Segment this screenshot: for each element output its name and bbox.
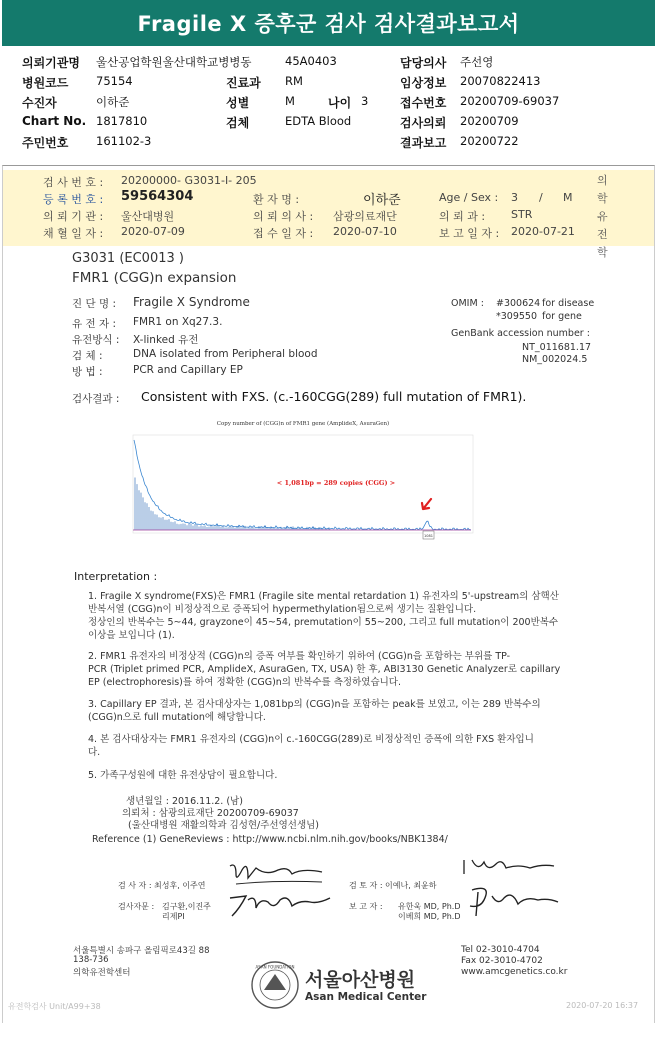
report-label: 보 고 일 자 : [439,227,500,240]
result-label: 검사결과 : [72,393,120,405]
label-chart-no: Chart No. [22,114,87,128]
advisor-names-2: 리제PI [162,912,185,921]
diag-label: 진 단 명 : [72,298,116,310]
specimen-label: 검 체 : [72,350,103,362]
vertical-char: 의 [597,174,608,187]
interpretation-line: 3. Capillary EP 결과, 본 검사대상자는 1,081bp의 (CGG)n을 포함하는 peak를 보였고, 이는 289 반복수의 [88,699,541,710]
seal-text: ASAN FOUNDATION [255,964,295,970]
label-sex: 성별 [226,96,250,110]
label-report-date: 결과보고 [400,136,447,150]
reporter-1: 유한욱 MD, Ph.D [398,902,461,911]
inst-value: 울산대병원 [121,210,175,223]
test-code: G3031 [72,251,116,266]
vertical-char: 학 [597,246,608,259]
address-line-2: 138-736 [73,955,109,965]
advisor-names: 김구환,이진주 [162,902,211,911]
value-institution: 울산공업학원울산대학교병병동 [96,55,252,69]
value-doctor: 주선영 [460,55,494,69]
reporter-label: 보 고 자 : [349,902,383,911]
agesex-label: Age / Sex : [439,191,499,204]
requester-info: 의뢰처 : 삼광의료재단 20200709-69037 [122,808,299,819]
value-chart-no: 1817810 [96,114,148,128]
label-hospital-code: 병원코드 [22,76,69,90]
value-patient: 이하준 [96,95,130,109]
label-patient: 수진자 [22,96,57,110]
electropherogram-chart [131,413,476,542]
mode-value: X-linked 유전 [133,334,199,346]
interpretation-line: 이상을 보입니다 (1). [88,630,175,641]
footer-timestamp: 2020-07-20 16:37 [566,1001,639,1010]
interpretation-line: PCR (Triplet primed PCR, AmplideX, AsuraGen, TX, USA) 한 후, ABI3130 Genetic Analyzer로 capillary [88,664,561,675]
reporter-2: 이베희 MD, Ph.D [398,912,461,921]
inst-label: 의 뢰 기 관 : [43,210,104,223]
value-sex: M [285,94,295,108]
result-value: Consistent with FXS. (c.-160CGG(289) full mutation of FMR1). [141,389,527,404]
genbank-nm: NM_002024.5 [522,354,588,365]
method-value: PCR and Capillary EP [133,364,243,376]
electropherogram-svg [131,413,476,542]
interpretation-line: 1. Fragile X syndrome(FXS)은 FMR1 (Fragile site mental retardation 1) 유전자의 5'-upstream의 삼핵산 [88,591,559,602]
label-receipt-no: 접수번호 [400,96,447,110]
test-code-line [72,251,184,266]
advisor-signature [226,890,336,920]
label-age: 나이 [328,96,352,110]
sex-value: M [563,191,573,204]
collect-date: 2020-07-09 [121,225,185,238]
peak-annotation: < 1,081bp = 289 copies (CGG) > [276,479,396,487]
examiner-signature [226,860,326,888]
req-doc-value: 삼광의료재단 [333,210,397,223]
genbank-label: GenBank accession number : [451,328,590,339]
value-age: 3 [361,94,369,108]
interpretation-line: 4. 본 검사대상자는 FMR1 유전자의 (CGG)n이 c.-160CGG(289)로 비정상적인 증폭에 의한 FXS 환자입니 [88,734,534,745]
genbank-nt: NT_011681.17 [522,342,592,353]
address-line-3: 의학유전학센터 [73,968,131,978]
department-vertical-label [597,172,611,262]
patient-name: 이하준 [363,193,401,208]
value-institution-code: 45A0403 [285,54,337,68]
peak-arrow [422,499,431,509]
patient-info-band [3,170,654,246]
label-resident-no: 주민번호 [22,136,69,150]
hospital-name-en: Asan Medical Center [305,991,427,1003]
report-header [22,52,652,162]
interpretation-line: EP (electrophoresis)를 하여 정확한 (CGG)n의 반복수를 측정하였습니다. [88,677,401,688]
footer-tel: Tel 02-3010-4704 [461,945,540,955]
reporter-signature [462,886,562,920]
vertical-char: 유 [597,210,608,223]
vertical-char: 전 [597,228,608,241]
report-date: 2020-07-21 [511,225,575,238]
omim-disease: #300624 [496,298,541,309]
value-hospital-code: 75154 [96,74,133,88]
agesex-slash: / [539,191,543,204]
reg-no: 59564304 [121,189,194,204]
label-clinical-info: 임상정보 [400,76,447,90]
interpretation-line: 2. FMR1 유전자의 비정상적 (CGG)n의 증폭 여부를 확인하기 위하여 (CGG)n을 포함하는 부위를 TP- [88,651,511,662]
footer-unit: 유전학검사 Unit/A99+38 [8,1002,101,1011]
vertical-char: 학 [597,192,608,205]
age-value: 3 [511,191,518,204]
requester-detail: (울산대병원 재활의학과 김성현/주선영선생님) [128,820,320,831]
value-department: RM [285,74,303,88]
peak-size-label: 1081 [424,534,433,538]
label-doctor: 담당의사 [400,56,447,70]
ward-label: 의 뢰 과 : [439,210,486,223]
mode-label: 유전방식 : [72,334,120,346]
test-ec: (EC0013 ) [119,251,184,266]
omim-gene-note: for gene [542,311,582,322]
test-name: FMR1 (CGG)n expansion [72,270,237,286]
omim-label: OMIM : [451,298,484,309]
interpretation-line: 정상인의 반복수는 5~44, grayzone이 45~54, premutation이 55~200, 그리고 full mutation이 200반복수 [88,617,559,628]
value-clinical-info: 20070822413 [460,74,541,88]
omim-disease-note: for disease [542,298,595,309]
omim-gene: *309550 [496,311,538,322]
gene-label: 유 전 자 : [72,318,116,330]
method-label: 방 법 : [72,366,103,378]
exam-no: 20200000- G3031-I- 205 [121,174,257,187]
req-doc-label: 의 뢰 의 사 : [253,210,314,223]
examiner: 검 사 자 : 최성후, 이주연 [118,881,206,890]
address-line-1: 서울특별시 송파구 올림픽로43길 88 [73,946,210,956]
diag-value: Fragile X Syndrome [133,295,250,309]
interpretation-heading: Interpretation : [74,570,158,583]
reference: Reference (1) GeneReviews : http://www.ncbi.nlm.nih.gov/books/NBK1384/ [92,834,448,845]
exam-no-label: 검 사 번 호 : [43,176,104,189]
collect-label: 채 혈 일 자 : [43,227,104,240]
receipt-date: 2020-07-10 [333,225,397,238]
hospital-name-ko: 서울아산병원 [305,969,416,991]
value-report-date: 20200722 [460,134,519,148]
reviewer-signature [458,854,558,880]
reviewer: 검 토 자 : 이예나, 최윤하 [349,881,437,890]
advisor-label: 검사자문 : [118,902,155,911]
chart-title: Copy number of (CGG)n of FMR1 gene (AmplideX, AsuraGen) [216,421,390,427]
value-resident-no: 161102-3 [96,134,152,148]
interpretation-line: 5. 가족구성원에 대한 유전상담이 필요합니다. [88,770,278,781]
interpretation-line: (CGG)n으로 full mutation에 해당합니다. [88,712,266,723]
value-request-date: 20200709 [460,114,519,128]
interpretation-line: 다. [88,747,101,758]
ward-value: STR [511,208,533,221]
asan-foundation-seal [250,960,300,1010]
birth-info: 생년월일 : 2016.11.2. (남) [126,796,243,807]
label-request-date: 검사의뢰 [400,116,447,130]
report-title: Fragile X 증후군 검사 검사결과보고서 [2,0,655,46]
footer-web: www.amcgenetics.co.kr [461,967,568,977]
receipt-label: 접 수 일 자 : [253,227,314,240]
specimen-value: DNA isolated from Peripheral blood [133,348,318,360]
footer-fax: Fax 02-3010-4702 [461,956,543,966]
label-institution: 의뢰기관명 [22,56,80,70]
reg-no-label: 등 록 번 호 : [43,193,104,206]
label-specimen: 검체 [226,116,250,130]
label-department: 진료과 [226,76,261,90]
gene-value: FMR1 on Xq27.3. [133,316,223,328]
value-receipt-no: 20200709-69037 [460,94,560,108]
value-specimen: EDTA Blood [285,114,352,128]
patient-name-label: 환 자 명 : [253,193,300,206]
interpretation-line: 반복서열 (CGG)n이 비정상적으로 증폭되어 hypermethylation됨으로써 생기는 질환입니다. [88,604,477,615]
